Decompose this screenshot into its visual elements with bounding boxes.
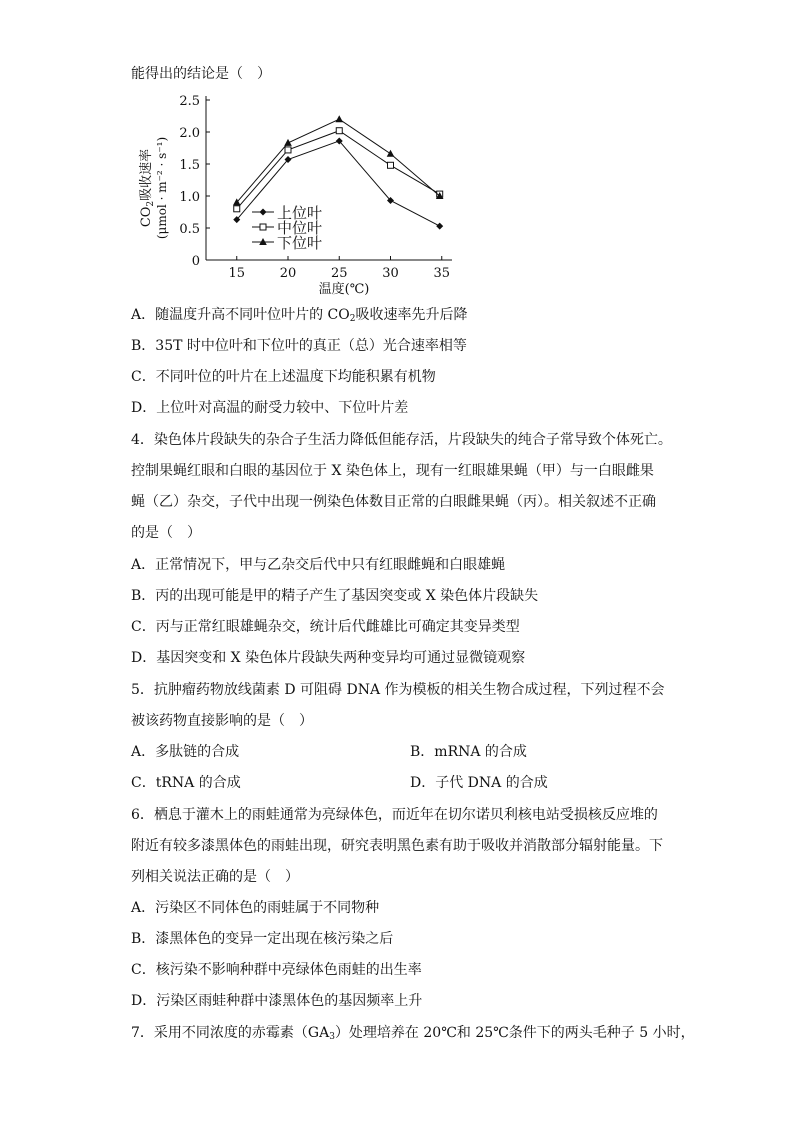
q5-option-d[interactable]: D．子代 DNA 的合成 [410,775,548,791]
q5-option-a[interactable]: A．多肽链的合成 [131,744,240,760]
q6-option-b[interactable]: B．漆黑体色的变异一定出现在核污染之后 [131,931,394,947]
q4-option-d[interactable]: D．基因突变和 X 染色体片段缺失两种变异均可通过显微镜观察 [131,650,526,666]
square-marker [388,162,394,168]
q6-stem-line2: 附近有较多漆黑体色的雨蛙出现，研究表明黑色素有助于吸收并消散部分辐射能量。下 [131,838,663,854]
legend-label: 下位叶 [277,234,323,252]
q4-stem-line1: 4．染色体片段缺失的杂合子生活力降低但能存活，片段缺失的纯合子常导致个体死亡。 [131,432,672,448]
y-axis-label-line2: (μmol · m⁻² · s⁻¹) [155,136,169,240]
square-marker [285,147,291,153]
x-tick-label: 35 [433,266,451,281]
q4-stem-line4: 的是（ ） [131,525,201,541]
q6-stem-line3: 列相关说法正确的是（ ） [131,869,299,885]
diamond-marker [436,223,443,230]
q5-stem-line2: 被该药物直接影响的是（ ） [131,713,313,729]
q3-option-a[interactable]: A．随温度升高不同叶位叶片的 $CO_2$吸收速率先升后降 [131,307,468,324]
q7-stem-line1: 7．采用不同浓度的赤霉素$(GA_3)$处理培养在 20℃和 25℃条件下的两头毛种子 5 小时， [131,1025,695,1042]
y-tick-label: 1.0 [179,190,200,205]
legend-entry [252,234,322,252]
y-axis-label-line1: $CO_2$吸收速率 [139,148,156,228]
y-tick-label: 0.5 [179,222,200,237]
triangle-marker [284,139,292,146]
y-tick-label: 1.5 [179,158,200,173]
square-marker [260,224,266,230]
x-tick-label: 30 [382,266,399,281]
square-marker [234,206,240,212]
x-tick-label: 25 [330,266,348,281]
x-axis-label: 温度(℃) [318,282,370,297]
x-tick-label: 15 [228,266,246,281]
question-stem-intro: 能得出的结论是（ ） [131,66,271,82]
series-line [237,141,440,226]
legend-label: 上位叶 [277,204,323,222]
q5-option-b[interactable]: B．mRNA 的合成 [410,744,527,760]
q3-option-b[interactable]: B．35T 时中位叶和下位叶的真正（总）光合速率相等 [131,338,467,354]
q3-option-d[interactable]: D．上位叶对高温的耐受力较中、下位叶片差 [131,400,409,416]
q4-option-c[interactable]: C．丙与正常红眼雄蝇杂交，统计后代雌雄比可确定其变异类型 [131,619,520,635]
legend-label: 中位叶 [277,219,323,237]
q4-stem-line3: 蝇（乙）杂交，子代中出现一例染色体数目正常的白眼雌果蝇（丙）。相关叙述不正确 [131,494,656,510]
diamond-marker [260,209,267,216]
q3-option-c[interactable]: C．不同叶位的叶片在上述温度下均能积累有机物 [131,369,436,385]
q6-option-c[interactable]: C．核污染不影响种群中亮绿体色雨蛙的出生率 [131,962,422,978]
x-tick-label: 20 [279,266,297,281]
series-1 [233,137,443,229]
square-marker [336,128,342,134]
y-tick-label: 2.5 [179,94,200,109]
q6-option-d[interactable]: D．污染区雨蛙种群中漆黑体色的基因频率上升 [131,993,423,1009]
y-tick-label: 2.0 [179,126,200,141]
triangle-marker [387,150,395,157]
q6-option-a[interactable]: A．污染区不同体色的雨蛙属于不同物种 [131,900,380,916]
q4-option-b[interactable]: B．丙的出现可能是甲的精子产生了基因突变或 X 染色体片段缺失 [131,588,539,604]
q5-stem-line1: 5．抗肿瘤药物放线菌素 D 可阻碍 DNA 作为模板的相关生物合成过程，下列过程不会 [131,682,665,698]
co2-absorption-line-chart [130,88,460,300]
q5-option-c[interactable]: C．tRNA 的合成 [131,775,241,791]
q6-stem-line1: 6．栖息于灌木上的雨蛙通常为亮绿体色，而近年在切尔诺贝利核电站受损核反应堆的 [131,807,658,823]
y-tick-label: 0 [191,254,200,269]
q4-option-a[interactable]: A．正常情况下，甲与乙杂交后代中只有红眼雌蝇和白眼雄蝇 [131,557,506,573]
q4-stem-line2: 控制果蝇红眼和白眼的基因位于 X 染色体上，现有一红眼雄果蝇（甲）与一白眼雌果 [131,463,654,479]
triangle-marker [335,115,343,122]
